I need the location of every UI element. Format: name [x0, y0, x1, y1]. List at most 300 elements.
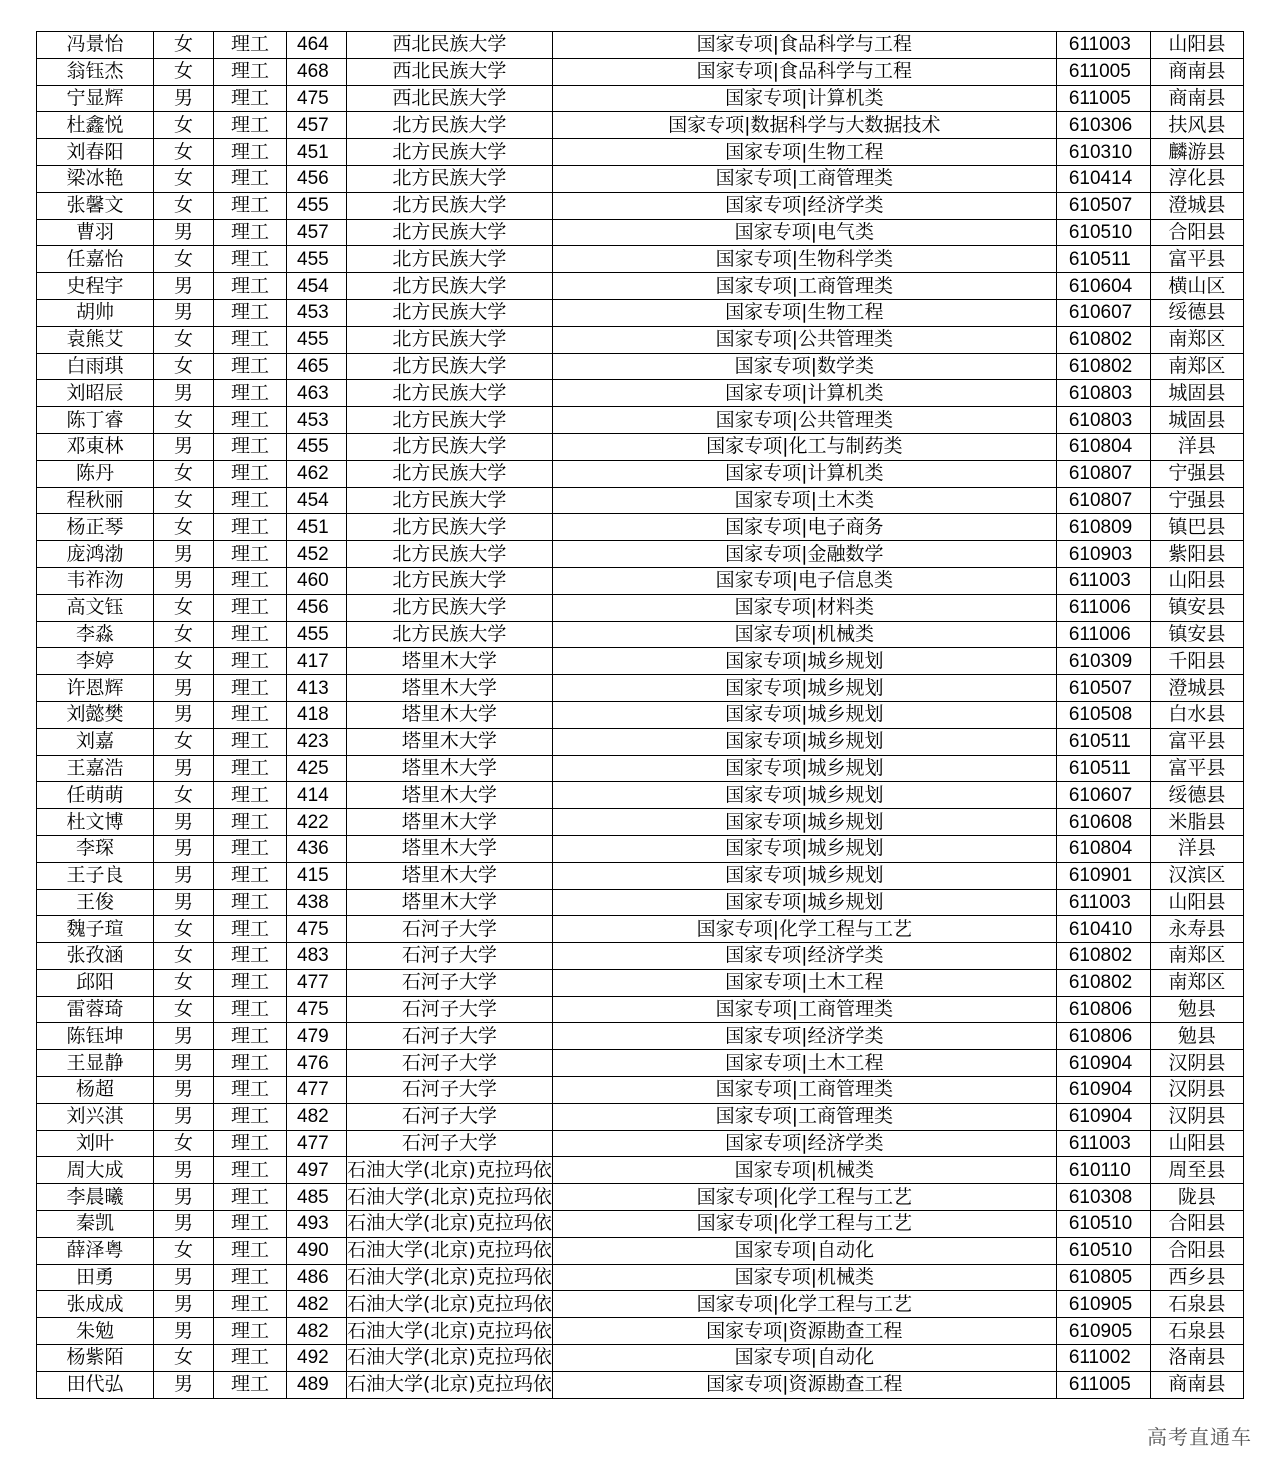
- name-cell: 田代弘: [37, 1371, 154, 1398]
- gender-cell: 男: [154, 1103, 214, 1130]
- gender-cell: 女: [154, 112, 214, 139]
- table-row: [37, 246, 1244, 273]
- gender-cell: 男: [154, 1077, 214, 1104]
- school-cell: 西北民族大学: [347, 32, 553, 59]
- gender-cell: 女: [154, 594, 214, 621]
- category-cell: 理工: [214, 1211, 287, 1238]
- gender-cell: 男: [154, 1023, 214, 1050]
- category-cell: 理工: [214, 460, 287, 487]
- name-cell: 曹羽: [37, 219, 154, 246]
- name-cell: 李晨曦: [37, 1184, 154, 1211]
- gender-cell: 女: [154, 139, 214, 166]
- table-row: [37, 1184, 1244, 1211]
- gender-cell: 男: [154, 809, 214, 836]
- category-cell: 理工: [214, 139, 287, 166]
- table-row: [37, 85, 1244, 112]
- category-cell: 理工: [214, 1291, 287, 1318]
- score-cell: 452: [287, 541, 347, 568]
- gender-cell: 男: [154, 380, 214, 407]
- school-cell: 北方民族大学: [347, 380, 553, 407]
- name-cell: 田勇: [37, 1264, 154, 1291]
- category-cell: 理工: [214, 648, 287, 675]
- major-cell: 国家专项|机械类: [552, 621, 1056, 648]
- category-cell: 理工: [214, 1264, 287, 1291]
- table-row: [37, 326, 1244, 353]
- category-cell: 理工: [214, 943, 287, 970]
- category-cell: 理工: [214, 567, 287, 594]
- county-cell: 商南县: [1150, 85, 1243, 112]
- major-cell: 国家专项|化学工程与工艺: [552, 916, 1056, 943]
- school-cell: 塔里木大学: [347, 701, 553, 728]
- score-cell: 485: [287, 1184, 347, 1211]
- major-cell: 国家专项|城乡规划: [552, 755, 1056, 782]
- score-cell: 465: [287, 353, 347, 380]
- county-cell: 洋县: [1150, 433, 1243, 460]
- table-row: [37, 648, 1244, 675]
- major-cell: 国家专项|材料类: [552, 594, 1056, 621]
- code-cell: 610310: [1056, 139, 1150, 166]
- code-cell: 611005: [1056, 58, 1150, 85]
- county-cell: 城固县: [1150, 407, 1243, 434]
- gender-cell: 女: [154, 192, 214, 219]
- major-cell: 国家专项|工商管理类: [552, 1077, 1056, 1104]
- table-row: [37, 1291, 1244, 1318]
- name-cell: 袁熊艾: [37, 326, 154, 353]
- school-cell: 石河子大学: [347, 1023, 553, 1050]
- school-cell: 西北民族大学: [347, 85, 553, 112]
- category-cell: 理工: [214, 112, 287, 139]
- table-row: [37, 1264, 1244, 1291]
- gender-cell: 女: [154, 1130, 214, 1157]
- name-cell: 张成成: [37, 1291, 154, 1318]
- gender-cell: 女: [154, 996, 214, 1023]
- code-cell: 610806: [1056, 1023, 1150, 1050]
- county-cell: 山阳县: [1150, 32, 1243, 59]
- table-row: [37, 1077, 1244, 1104]
- code-cell: 610802: [1056, 969, 1150, 996]
- major-cell: 国家专项|城乡规划: [552, 648, 1056, 675]
- gender-cell: 女: [154, 969, 214, 996]
- table-row: [37, 139, 1244, 166]
- code-cell: 610802: [1056, 943, 1150, 970]
- major-cell: 国家专项|计算机类: [552, 380, 1056, 407]
- major-cell: 国家专项|自动化: [552, 1345, 1056, 1372]
- code-cell: 610807: [1056, 487, 1150, 514]
- name-cell: 张孜涵: [37, 943, 154, 970]
- score-cell: 454: [287, 273, 347, 300]
- score-cell: 422: [287, 809, 347, 836]
- school-cell: 石油大学(北京)克拉玛依: [347, 1345, 553, 1372]
- code-cell: 610904: [1056, 1103, 1150, 1130]
- name-cell: 薛泽粤: [37, 1237, 154, 1264]
- score-cell: 417: [287, 648, 347, 675]
- school-cell: 塔里木大学: [347, 755, 553, 782]
- code-cell: 611006: [1056, 594, 1150, 621]
- score-cell: 460: [287, 567, 347, 594]
- code-cell: 610414: [1056, 165, 1150, 192]
- score-cell: 423: [287, 728, 347, 755]
- score-cell: 490: [287, 1237, 347, 1264]
- code-cell: 610510: [1056, 219, 1150, 246]
- table-row: [37, 487, 1244, 514]
- county-cell: 洛南县: [1150, 1345, 1243, 1372]
- table-row: [37, 192, 1244, 219]
- county-cell: 宁强县: [1150, 460, 1243, 487]
- county-cell: 永寿县: [1150, 916, 1243, 943]
- county-cell: 合阳县: [1150, 219, 1243, 246]
- score-cell: 475: [287, 916, 347, 943]
- category-cell: 理工: [214, 433, 287, 460]
- name-cell: 陈丹: [37, 460, 154, 487]
- gender-cell: 女: [154, 58, 214, 85]
- category-cell: 理工: [214, 889, 287, 916]
- score-cell: 457: [287, 219, 347, 246]
- table-row: [37, 1345, 1244, 1372]
- table-row: [37, 1237, 1244, 1264]
- table-row: [37, 782, 1244, 809]
- county-cell: 汉阴县: [1150, 1050, 1243, 1077]
- major-cell: 国家专项|资源勘查工程: [552, 1318, 1056, 1345]
- category-cell: 理工: [214, 326, 287, 353]
- gender-cell: 男: [154, 567, 214, 594]
- name-cell: 韦祚沕: [37, 567, 154, 594]
- score-cell: 453: [287, 299, 347, 326]
- code-cell: 610905: [1056, 1291, 1150, 1318]
- county-cell: 石泉县: [1150, 1291, 1243, 1318]
- school-cell: 石油大学(北京)克拉玛依: [347, 1157, 553, 1184]
- code-cell: 610511: [1056, 755, 1150, 782]
- school-cell: 北方民族大学: [347, 273, 553, 300]
- gender-cell: 男: [154, 755, 214, 782]
- category-cell: 理工: [214, 969, 287, 996]
- school-cell: 塔里木大学: [347, 835, 553, 862]
- school-cell: 石河子大学: [347, 1077, 553, 1104]
- score-cell: 436: [287, 835, 347, 862]
- score-cell: 451: [287, 514, 347, 541]
- gender-cell: 男: [154, 1264, 214, 1291]
- code-cell: 611005: [1056, 85, 1150, 112]
- score-cell: 477: [287, 969, 347, 996]
- county-cell: 南郑区: [1150, 943, 1243, 970]
- table-row: [37, 916, 1244, 943]
- name-cell: 庞鸿渤: [37, 541, 154, 568]
- score-cell: 492: [287, 1345, 347, 1372]
- code-cell: 611003: [1056, 32, 1150, 59]
- table-row: [37, 165, 1244, 192]
- county-cell: 合阳县: [1150, 1237, 1243, 1264]
- table-row: [37, 567, 1244, 594]
- table-row: [37, 1157, 1244, 1184]
- gender-cell: 女: [154, 728, 214, 755]
- gender-cell: 女: [154, 943, 214, 970]
- county-cell: 米脂县: [1150, 809, 1243, 836]
- county-cell: 富平县: [1150, 755, 1243, 782]
- score-cell: 455: [287, 433, 347, 460]
- name-cell: 任萌萌: [37, 782, 154, 809]
- county-cell: 扶风县: [1150, 112, 1243, 139]
- county-cell: 汉阴县: [1150, 1077, 1243, 1104]
- county-cell: 镇巴县: [1150, 514, 1243, 541]
- school-cell: 石油大学(北京)克拉玛依: [347, 1211, 553, 1238]
- score-cell: 455: [287, 192, 347, 219]
- major-cell: 国家专项|电子信息类: [552, 567, 1056, 594]
- school-cell: 北方民族大学: [347, 621, 553, 648]
- table-row: [37, 621, 1244, 648]
- score-cell: 482: [287, 1291, 347, 1318]
- category-cell: 理工: [214, 246, 287, 273]
- county-cell: 商南县: [1150, 1371, 1243, 1398]
- school-cell: 北方民族大学: [347, 514, 553, 541]
- code-cell: 610901: [1056, 862, 1150, 889]
- code-cell: 610804: [1056, 433, 1150, 460]
- county-cell: 南郑区: [1150, 353, 1243, 380]
- name-cell: 李婷: [37, 648, 154, 675]
- school-cell: 石河子大学: [347, 969, 553, 996]
- table-row: [37, 380, 1244, 407]
- category-cell: 理工: [214, 916, 287, 943]
- gender-cell: 男: [154, 541, 214, 568]
- major-cell: 国家专项|土木工程: [552, 1050, 1056, 1077]
- school-cell: 北方民族大学: [347, 299, 553, 326]
- name-cell: 刘春阳: [37, 139, 154, 166]
- category-cell: 理工: [214, 701, 287, 728]
- category-cell: 理工: [214, 1050, 287, 1077]
- score-cell: 477: [287, 1077, 347, 1104]
- school-cell: 北方民族大学: [347, 541, 553, 568]
- major-cell: 国家专项|数据科学与大数据技术: [552, 112, 1056, 139]
- county-cell: 澄城县: [1150, 675, 1243, 702]
- school-cell: 北方民族大学: [347, 112, 553, 139]
- gender-cell: 女: [154, 326, 214, 353]
- category-cell: 理工: [214, 1023, 287, 1050]
- major-cell: 国家专项|计算机类: [552, 85, 1056, 112]
- school-cell: 石油大学(北京)克拉玛依: [347, 1264, 553, 1291]
- major-cell: 国家专项|城乡规划: [552, 809, 1056, 836]
- name-cell: 翁钰杰: [37, 58, 154, 85]
- school-cell: 北方民族大学: [347, 139, 553, 166]
- category-cell: 理工: [214, 835, 287, 862]
- score-cell: 497: [287, 1157, 347, 1184]
- score-cell: 415: [287, 862, 347, 889]
- school-cell: 塔里木大学: [347, 862, 553, 889]
- table-body: [37, 32, 1244, 1399]
- category-cell: 理工: [214, 407, 287, 434]
- county-cell: 洋县: [1150, 835, 1243, 862]
- category-cell: 理工: [214, 219, 287, 246]
- school-cell: 塔里木大学: [347, 782, 553, 809]
- name-cell: 邱阳: [37, 969, 154, 996]
- code-cell: 611002: [1056, 1345, 1150, 1372]
- major-cell: 国家专项|城乡规划: [552, 889, 1056, 916]
- score-cell: 463: [287, 380, 347, 407]
- table-row: [37, 1130, 1244, 1157]
- county-cell: 周至县: [1150, 1157, 1243, 1184]
- school-cell: 北方民族大学: [347, 487, 553, 514]
- school-cell: 石河子大学: [347, 1130, 553, 1157]
- code-cell: 610807: [1056, 460, 1150, 487]
- gender-cell: 男: [154, 433, 214, 460]
- category-cell: 理工: [214, 299, 287, 326]
- county-cell: 陇县: [1150, 1184, 1243, 1211]
- major-cell: 国家专项|金融数学: [552, 541, 1056, 568]
- category-cell: 理工: [214, 1237, 287, 1264]
- score-cell: 489: [287, 1371, 347, 1398]
- score-cell: 475: [287, 85, 347, 112]
- name-cell: 陈钰坤: [37, 1023, 154, 1050]
- category-cell: 理工: [214, 809, 287, 836]
- category-cell: 理工: [214, 165, 287, 192]
- school-cell: 北方民族大学: [347, 192, 553, 219]
- category-cell: 理工: [214, 380, 287, 407]
- score-cell: 455: [287, 621, 347, 648]
- name-cell: 周大成: [37, 1157, 154, 1184]
- county-cell: 勉县: [1150, 996, 1243, 1023]
- county-cell: 紫阳县: [1150, 541, 1243, 568]
- gender-cell: 男: [154, 299, 214, 326]
- county-cell: 城固县: [1150, 380, 1243, 407]
- major-cell: 国家专项|城乡规划: [552, 728, 1056, 755]
- table-row: [37, 943, 1244, 970]
- code-cell: 610803: [1056, 407, 1150, 434]
- name-cell: 刘昭辰: [37, 380, 154, 407]
- score-cell: 425: [287, 755, 347, 782]
- category-cell: 理工: [214, 353, 287, 380]
- name-cell: 张馨文: [37, 192, 154, 219]
- code-cell: 611005: [1056, 1371, 1150, 1398]
- major-cell: 国家专项|工商管理类: [552, 996, 1056, 1023]
- code-cell: 610805: [1056, 1264, 1150, 1291]
- score-cell: 457: [287, 112, 347, 139]
- major-cell: 国家专项|生物科学类: [552, 246, 1056, 273]
- major-cell: 国家专项|化学工程与工艺: [552, 1211, 1056, 1238]
- category-cell: 理工: [214, 728, 287, 755]
- name-cell: 冯景怡: [37, 32, 154, 59]
- name-cell: 任嘉怡: [37, 246, 154, 273]
- county-cell: 淳化县: [1150, 165, 1243, 192]
- school-cell: 北方民族大学: [347, 353, 553, 380]
- gender-cell: 男: [154, 1371, 214, 1398]
- name-cell: 雷蓉琦: [37, 996, 154, 1023]
- table-row: [37, 112, 1244, 139]
- code-cell: 611003: [1056, 567, 1150, 594]
- score-cell: 493: [287, 1211, 347, 1238]
- major-cell: 国家专项|化学工程与工艺: [552, 1291, 1056, 1318]
- admission-table: [36, 31, 1244, 1399]
- table-row: [37, 862, 1244, 889]
- county-cell: 山阳县: [1150, 567, 1243, 594]
- major-cell: 国家专项|电子商务: [552, 514, 1056, 541]
- name-cell: 刘嘉: [37, 728, 154, 755]
- school-cell: 北方民族大学: [347, 594, 553, 621]
- code-cell: 610803: [1056, 380, 1150, 407]
- score-cell: 482: [287, 1103, 347, 1130]
- name-cell: 刘兴淇: [37, 1103, 154, 1130]
- code-cell: 610508: [1056, 701, 1150, 728]
- gender-cell: 女: [154, 487, 214, 514]
- gender-cell: 女: [154, 246, 214, 273]
- score-cell: 455: [287, 246, 347, 273]
- school-cell: 石河子大学: [347, 1050, 553, 1077]
- school-cell: 塔里木大学: [347, 889, 553, 916]
- school-cell: 塔里木大学: [347, 675, 553, 702]
- school-cell: 石油大学(北京)克拉玛依: [347, 1237, 553, 1264]
- category-cell: 理工: [214, 273, 287, 300]
- name-cell: 杨正琴: [37, 514, 154, 541]
- gender-cell: 女: [154, 1345, 214, 1372]
- school-cell: 北方民族大学: [347, 165, 553, 192]
- code-cell: 610309: [1056, 648, 1150, 675]
- county-cell: 汉滨区: [1150, 862, 1243, 889]
- gender-cell: 男: [154, 219, 214, 246]
- code-cell: 610802: [1056, 326, 1150, 353]
- gender-cell: 男: [154, 85, 214, 112]
- score-cell: 464: [287, 32, 347, 59]
- major-cell: 国家专项|土木工程: [552, 969, 1056, 996]
- name-cell: 李琛: [37, 835, 154, 862]
- major-cell: 国家专项|生物工程: [552, 139, 1056, 166]
- code-cell: 610511: [1056, 728, 1150, 755]
- score-cell: 451: [287, 139, 347, 166]
- county-cell: 宁强县: [1150, 487, 1243, 514]
- code-cell: 610904: [1056, 1077, 1150, 1104]
- school-cell: 北方民族大学: [347, 246, 553, 273]
- county-cell: 白水县: [1150, 701, 1243, 728]
- score-cell: 455: [287, 326, 347, 353]
- score-cell: 462: [287, 460, 347, 487]
- county-cell: 富平县: [1150, 246, 1243, 273]
- name-cell: 杨超: [37, 1077, 154, 1104]
- major-cell: 国家专项|公共管理类: [552, 407, 1056, 434]
- table-row: [37, 1103, 1244, 1130]
- major-cell: 国家专项|城乡规划: [552, 835, 1056, 862]
- major-cell: 国家专项|生物工程: [552, 299, 1056, 326]
- watermark-text: 高考直通车: [1147, 1425, 1252, 1449]
- school-cell: 石河子大学: [347, 943, 553, 970]
- code-cell: 610604: [1056, 273, 1150, 300]
- category-cell: 理工: [214, 996, 287, 1023]
- county-cell: 山阳县: [1150, 1130, 1243, 1157]
- county-cell: 汉阴县: [1150, 1103, 1243, 1130]
- category-cell: 理工: [214, 541, 287, 568]
- major-cell: 国家专项|经济学类: [552, 943, 1056, 970]
- category-cell: 理工: [214, 487, 287, 514]
- table-row: [37, 889, 1244, 916]
- county-cell: 镇安县: [1150, 594, 1243, 621]
- code-cell: 610410: [1056, 916, 1150, 943]
- table-row: [37, 58, 1244, 85]
- gender-cell: 女: [154, 782, 214, 809]
- county-cell: 山阳县: [1150, 889, 1243, 916]
- name-cell: 许恩辉: [37, 675, 154, 702]
- school-cell: 石河子大学: [347, 996, 553, 1023]
- score-cell: 475: [287, 996, 347, 1023]
- major-cell: 国家专项|食品科学与工程: [552, 32, 1056, 59]
- code-cell: 610511: [1056, 246, 1150, 273]
- category-cell: 理工: [214, 1130, 287, 1157]
- gender-cell: 女: [154, 353, 214, 380]
- school-cell: 石油大学(北京)克拉玛依: [347, 1318, 553, 1345]
- table-row: [37, 407, 1244, 434]
- table-row: [37, 1318, 1244, 1345]
- major-cell: 国家专项|资源勘查工程: [552, 1371, 1056, 1398]
- county-cell: 合阳县: [1150, 1211, 1243, 1238]
- name-cell: 杜文博: [37, 809, 154, 836]
- code-cell: 610608: [1056, 809, 1150, 836]
- gender-cell: 男: [154, 1318, 214, 1345]
- gender-cell: 女: [154, 165, 214, 192]
- county-cell: 勉县: [1150, 1023, 1243, 1050]
- category-cell: 理工: [214, 594, 287, 621]
